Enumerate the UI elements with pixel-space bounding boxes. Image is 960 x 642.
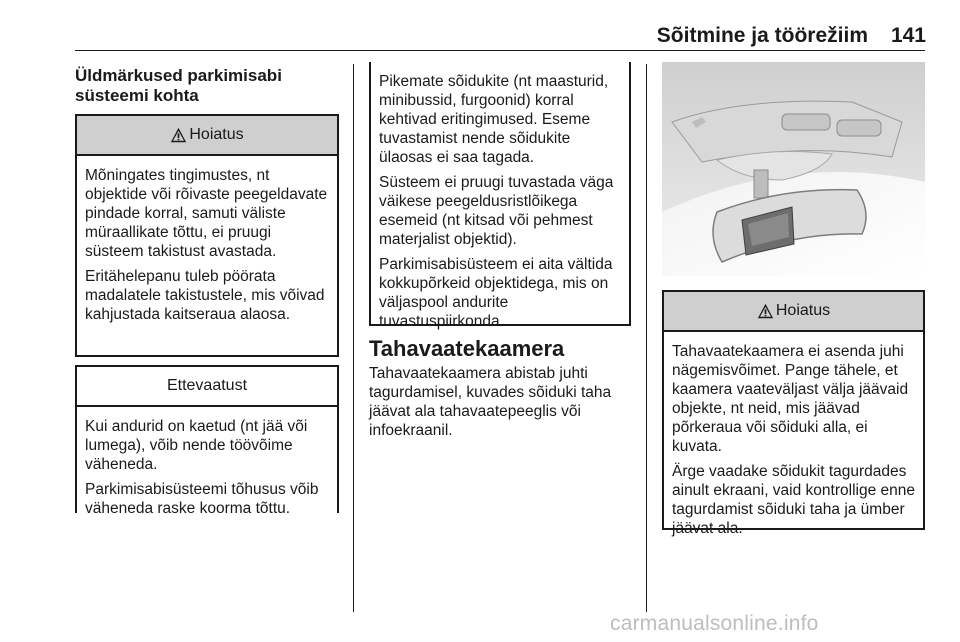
warning-box-title: Hoiatus	[189, 126, 244, 143]
warning-box-left	[75, 114, 339, 357]
continued-paragraph: Pikemate sõidukite (nt maasturid, minibussid, furgoonid) korral kehtivad eritingimused. Eseme tuvastamist nende sõidukite ülaosas ei saa tagada.	[379, 73, 609, 166]
header-rule	[75, 50, 925, 51]
warning-paragraph: Tahavaatekaamera ei asenda juhi nägemisvõimet. Pange tähele, et kaamera vaateväljast välja jäävaid objekte, nt neid, mis jäävad põrkeraua või sõiduki alla, ei kuvata.	[672, 343, 909, 455]
continued-paragraph: Parkimisabisüsteem ei aita vältida kokkupõrkeid objektidega, mis on väljaspool andurite tuvastuspiirkonda.	[379, 256, 613, 330]
rearview-mirror-display-illustration	[662, 62, 925, 276]
warning-box-title: Hoiatus	[775, 302, 831, 319]
column-divider-left	[353, 64, 354, 612]
caution-box-header	[77, 367, 337, 407]
footer-watermark: carmanualsonline.info	[610, 612, 819, 635]
rear-camera-description	[369, 364, 631, 446]
caution-box-body	[77, 407, 337, 530]
caution-paragraph: Parkimisabisüsteemi tõhusus võib väheneda raske koorma tõttu.	[85, 481, 319, 517]
rear-camera-paragraph: Tahavaatekaamera abistab juhti tagurdamisel, kuvades sõiduki taha jäävat ala tahavaatepeeglis või infoekraanil.	[369, 365, 612, 439]
rearview-mirror-illustration	[662, 62, 925, 276]
warning-triangle-icon	[757, 303, 774, 320]
warning-box-body	[664, 332, 923, 550]
page-number: 141	[890, 24, 926, 47]
page-header-title: Sõitmine ja töörežiim	[656, 24, 868, 47]
caution-paragraph: Kui andurid on kaetud (nt jää või lumega), võib nende töövõime väheneda.	[85, 418, 308, 473]
caution-box-title: Ettevaatust	[166, 377, 248, 394]
section-title-rear-camera: Tahavaatekaamera	[369, 336, 565, 361]
warning-triangle-icon	[170, 127, 187, 144]
continued-box	[369, 62, 631, 330]
warning-paragraph: Ärge vaadake sõidukit tagurdades ainult ekraani, vaid kontrollige enne tagurdamist sõiduki taha ja ümber jäävat ala.	[672, 463, 915, 537]
column-divider-right	[646, 64, 647, 612]
warning-box-right	[662, 290, 925, 537]
warning-paragraph: Eritähelepanu tuleb pöörata madalatele takistustele, mis võivad kahjustada kaitseraua alaosa.	[85, 268, 325, 323]
continued-paragraph: Süsteem ei pruugi tuvastada väga väikese peegeldusristlõikega esemeid (nt kitsad või pehmest materjalist objektid).	[379, 174, 614, 248]
warning-paragraph: Mõningates tingimustes, nt objektide või rõivaste peegeldavate pindade korral, samuti väliste müraallikate tõttu, ei pruugi süsteem takistust avastada.	[85, 167, 328, 260]
continued-box-body	[371, 62, 629, 343]
caution-box	[75, 365, 339, 517]
warning-box-body	[77, 156, 337, 336]
warning-box-header	[664, 292, 923, 332]
section-heading-parking-aid: Üldmärkused parkimisabi süsteemi kohta	[75, 66, 282, 105]
warning-box-header	[77, 116, 337, 156]
